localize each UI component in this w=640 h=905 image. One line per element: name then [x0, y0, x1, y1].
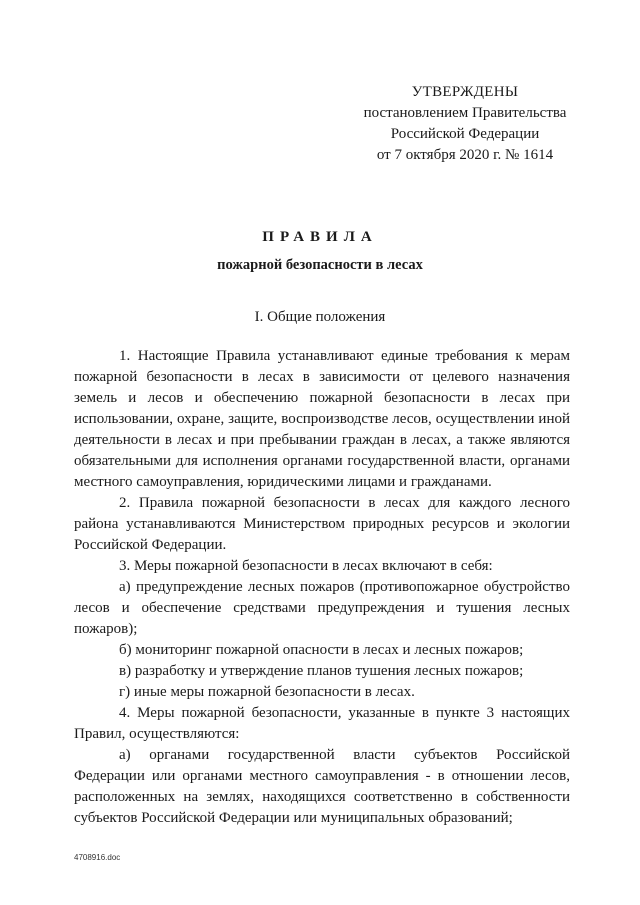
paragraph: а) органами государственной власти субъектов Российской Федерации или органами местного самоуправления - в отношении лесов, расположенных на землях, находящихся соответственно в собственности субъектов Российской Федерации или муниципальных образований;: [74, 747, 570, 826]
approval-line-government: Российской Федерации: [390, 126, 540, 142]
paragraph: г) иные меры пожарной безопасности в лесах.: [119, 684, 415, 700]
paragraph: а) предупреждение лесных пожаров (противопожарное обустройство лесов и обеспечение средствами предупреждения и тушения лесных пожаров);: [74, 579, 570, 637]
document-body: [74, 346, 570, 829]
document-title: ПРАВИЛА: [262, 229, 378, 245]
approval-line-resolution: постановлением Правительства: [363, 105, 567, 121]
document-subtitle: пожарной безопасности в лесах: [217, 257, 423, 273]
approval-line-date: от 7 октября 2020 г. № 1614: [376, 147, 554, 163]
paragraph: 2. Правила пожарной безопасности в лесах для каждого лесного района устанавливаются Министерством природных ресурсов и экологии Российской Федерации.: [74, 495, 570, 553]
paragraph: 1. Настоящие Правила устанавливают единые требования к мерам пожарной безопасности в лесах в зависимости от целевого назначения земель и лесов и обеспечению пожарной безопасности в лесах при использовании, охране, защите, воспроизводстве лесов, осуществлении иной деятельности в лесах и при пребывании граждан в лесах, а также являются обязательными для исполнения органами государственной власти, органами местного самоуправления, юридическими лицами и гражданами.: [74, 348, 570, 490]
paragraph: 4. Меры пожарной безопасности, указанные в пункте 3 настоящих Правил, осуществляются:: [74, 705, 570, 742]
approval-stamp: [330, 82, 600, 166]
paragraph: 3. Меры пожарной безопасности в лесах включают в себя:: [119, 558, 493, 574]
paragraph: б) мониторинг пожарной опасности в лесах и лесных пожаров;: [119, 642, 524, 658]
section-heading: I. Общие положения: [254, 309, 386, 325]
file-name-footer: 4708916.doc: [74, 853, 121, 862]
approval-heading: УТВЕРЖДЕНЫ: [411, 84, 519, 100]
paragraph: в) разработку и утверждение планов тушения лесных пожаров;: [119, 663, 524, 679]
